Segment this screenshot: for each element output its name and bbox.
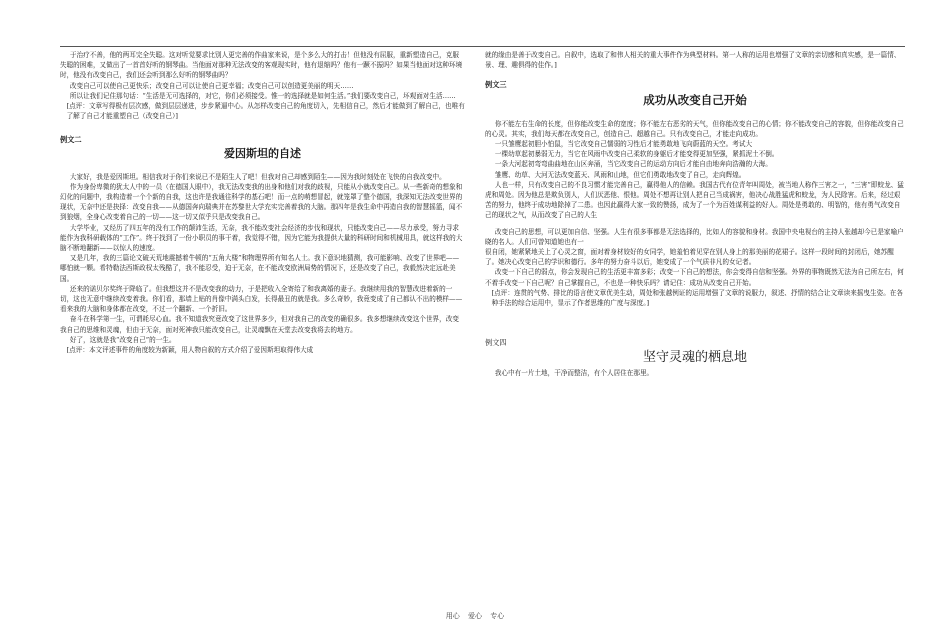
example2-paragraph: 又是几年，我的三篇论文破天荒地震撼着牛顿的“五角大楼”和物理界所有知名人士。我下意识地猜测，我可能影响、改变了世界吧——哪怕就一颗。希特勒法西斯政权太残酷了，我不能忍受，迫于无奈，在不能改变欧洲局势的情况下，还是改变了自己，我毅然决定远赴美国。 — [60, 254, 460, 283]
example3-comment: [点评：连贯的气势、排比的语言使文章优美生动，周处和张越例证的运用增强了文章的说服力，叙述、抒情的结合让文章读来摇曳生姿。在各种手法的综合运用中，显示了作者思维的广度与深度。] — [491, 288, 903, 308]
right-column — [485, 50, 905, 379]
footer-item: 专心 — [490, 612, 505, 620]
example2-paragraph: 好了，这就是我“改变自己”的一生。 — [69, 335, 176, 344]
example3-paragraph: 很自闭，她紧紧地关上了心灵之窗，面对着身材姣好的女同学，她羞怕着见穿在别人身上的那美丽的花裙子。这样一段时间的封闭后，她苏醒了。她决心改变自己的学识和德行。多年的努力奋斗以后，她变成了一个气质非凡的女记者。 — [485, 248, 894, 267]
example3-paragraph: 人也一样，只有改变自己的不良习惯才能完善自己，赢得他人的信赖。我国古代有位青年叫周处，被当地人称作三害之一，“三害”即蛟龙、猛虎和周处。因为他总是欺负别人，人们厌恶他、恨他。周处不想再让别人把自己当成祸害，他决心战胜猛虎和蛟龙，为人民除害。后来，经过艰苦的努力，他终于成功地除掉了二患。也因此赢得大家一致的赞扬，成为了一个为百姓谋利益的好人。周处是勇敢的、明智的，他有勇气改变自己的现状之气，从而改变了自己的人生 — [485, 180, 904, 220]
example2-paragraph: 作为身份卑微的犹太人中的一员（在德国人眼中），我无法改变我的出身和他们对我的歧视，只能从小就改变自己。从一些新奇的想象和幻化的问题中，我构造着一个个新的自我，这也许是我通往科学的基石吧！而一点的萌想冒起，就笼罩了整个德国，我深知无法改变世界的现状，无奈中还是抉择：改变自我——从德国奔向瑞典并在苏黎世大学充实完善着我的大脑。那四年是我生命中再造自我的智慧摇篮，闻不到狼烟，全身心改变着自己的一切——这一切又似乎只是改变我自己。 — [60, 182, 463, 222]
example2-comment: [点评：本文评述事件的角度较为新颖，用人物自叙的方式介绍了爱因斯坦取得伟大成 — [66, 346, 314, 355]
example3-paragraph: 一只雏鹰起初胆小怕鼠，当它改变自己懦弱的习性后才能勇敢地飞向蔚蓝的天空。考试大 — [494, 140, 753, 149]
left-column — [60, 50, 465, 355]
example2-paragraph: 还来的诺贝尔奖终于降临了。但我想这并不是改变我的动力，于是把收入全寄给了和我离婚的妻子。我继续用我的智慧改进着新的一切，这也无意中继续改变着我。你们看，那墙上贴的肖像中满头白发，长得最丑的就是我。多么奇妙，我竟变成了自己都认不出的模样——看来我的大脑和身体都在改变，不过一个翻新、一个折旧。 — [60, 284, 463, 314]
intro-paragraph: 改变自己可以使自己更快乐；改变自己可以让使自己更幸福；改变自己可以创造更美丽的明天…… — [69, 81, 354, 90]
example3-paragraph: 一条大河起初弯弯曲曲地在山区奔涌，当它改变自己的运动方向后才能自由地奔向浩瀚的大海。 — [494, 160, 772, 169]
intro-comment: [点评：文章写得极有层次感，做到层层递进，步步紧逼中心。从怎样改变自己的角度切入，先相信自己，然后才能做到了解自己，也唯有了解了自己才能重塑自己（改变自己）] — [66, 102, 465, 121]
continued-comment: 就的缘由是善于改变自己。自叙中，选取了和伟人相关的重大事件作为典型材料。第一人称的运用也增强了文章的亲切感和真实感，是一篇情、景、理、趣俱得的佳作。] — [485, 51, 901, 70]
footer-item: 爱心 — [468, 612, 482, 620]
example3-paragraph: 你不能左右生命的长度，但你能改变生命的宽度；你不能左右恶劣的天气，但你能改变自己的心情；你不能改变自己的容貌，但你能改变自己的心灵。其实，我们每天都在改变自己，创造自己、超越自己。只有改变自己，才能走向成功。 — [485, 119, 904, 138]
example4-title: 坚守灵魂的栖息地 — [642, 350, 747, 366]
example2-paragraph: 大学毕业，又经历了四五年的没有工作的颠沛生活，无奈，我不能改变社会经济的步伐和现状，只能改变自己——尽力承受，努力寻求能作为我科研载体的“工作”。终于找到了一份小职员的事干着，我觉得不错，因为它能为我提供大量的科研时间和机械用具，就这样我的大脑不断地翻新——以惊人的速度。 — [60, 223, 463, 253]
example3-paragraph: 一棵幼草起初暴弱无力，当它在风雨中改变自己柔软的身躯后才能变得更加坚强，紧抓泥土不倒。 — [494, 150, 779, 159]
example3-label: 例文三 — [485, 80, 507, 90]
intro-paragraph: 所以让我们记住那句话：“生活是无可选择的，对它，你们必须接受。惟一的选择就是如何生活。”我们要改变自己，坏观面对生活…… — [69, 91, 456, 100]
example4-label: 例文四 — [485, 338, 507, 348]
example3-title: 成功从改变自己开始 — [643, 92, 747, 107]
example3-paragraph: 雏鹰、幼草、大河无法改变蓝天、风雨和山地，但它们勇敢地改变了自己，走向辉煌。 — [494, 170, 746, 179]
example4-paragraph: 我心中有一片土地，干净而整洁，有个人居住在那里。 — [494, 369, 654, 378]
example2-title: 爱因斯坦的自述 — [224, 146, 301, 160]
example3-paragraph: 改变一下自己的弱点，你会发现自己的生活更丰富多彩；改变一下自己的想法，你会变得自信和坚强。外界的事物既然无法为自己所左右，何不着手改变一下自己呢？自己掌握自己，不也是一种快乐吗？请记住：成功从改变自己开始。 — [485, 268, 904, 287]
example2-label: 例文二 — [60, 135, 82, 145]
example3-paragraph: 改变自己的思想，可以更加自信、坚强。人生有很多事都是无法选择的，比如人的容貌和身材。我国中央电视台的主持人张越却今已是家喻户晓的名人。人们可曾知道她也有一 — [485, 227, 904, 246]
example2-paragraph: 大家好，我是爱因斯坦。相信我对于你们来说已不是陌生人了吧！但我对自己却感到陌生——因为我时刻处在飞快的自我改变中。 — [69, 172, 446, 181]
top-rule — [60, 46, 905, 47]
footer-item: 用心 — [445, 612, 460, 620]
page-footer — [0, 611, 950, 621]
example2-paragraph: 奋斗在科学第一生，可谓耗尽心血。我不知道我究竟改变了这世界多少，但对我自己的改变的确很多。我多想继续改变这个世界，改变我自己的思维和灵魂，但由于无奈，面对死神我只能改变自己，让灵魂飘在天堂去改变我将去的地方。 — [60, 315, 459, 334]
intro-paragraph: 于治疗不善，他的两耳完全失聪。这对听觉要求比别人更完善的作曲家来说，是个多么大的打击！但他没有屈服，重新塑造自己，克服失聪的困难，又做出了一首首好听的钢琴曲。当他面对那种无法改变的客观现实时，他有退缩吗？他有一蹶不振吗？如果当他面对这种环境时，他没有改变自己，我们还会听到那么好听的钢琴曲吗？ — [60, 51, 463, 80]
